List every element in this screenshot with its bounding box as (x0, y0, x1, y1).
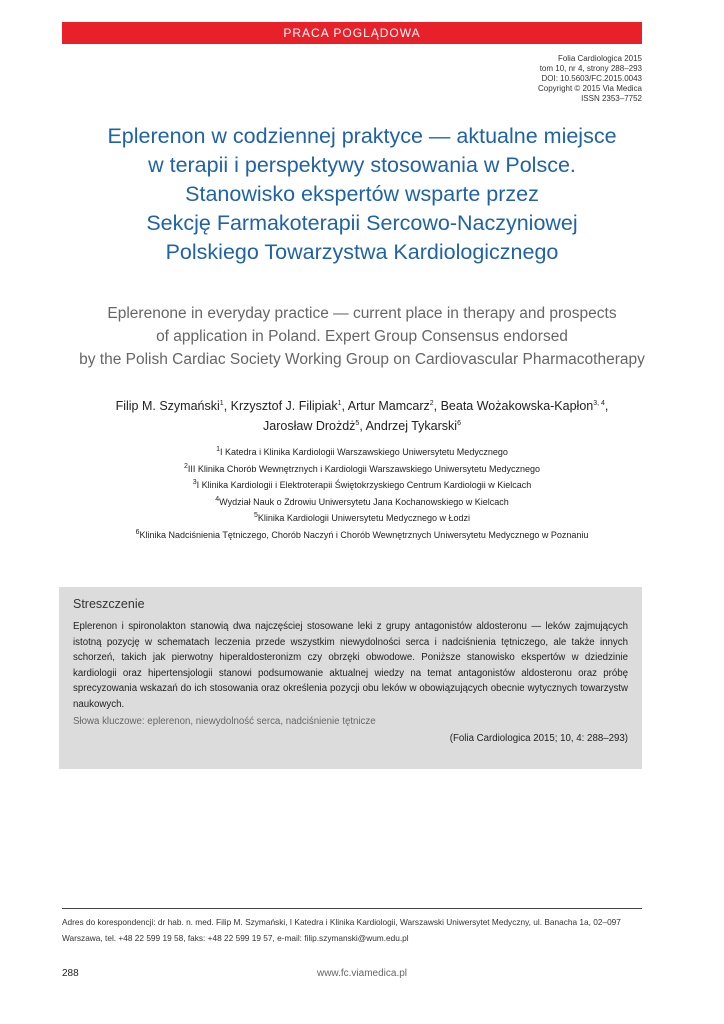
affiliation-sup: 5 (253, 512, 258, 519)
affiliation-text: I Katedra i Klinika Kardiologii Warszawskiego Uniwersytetu Medycznego (220, 447, 508, 457)
abstract-citation: (Folia Cardiologica 2015; 10, 4: 288–293) (449, 733, 628, 744)
author-affil-sup: 3, 4 (593, 399, 605, 407)
affiliation-sup: 1 (216, 446, 221, 453)
affiliation-text: Klinika Kardiologii Uniwersytetu Medycznego w Łodzi (257, 513, 470, 523)
journal-info-line: DOI: 10.5603/FC.2015.0043 (541, 74, 642, 83)
affiliation-text: Klinika Nadciśnienia Tętniczego, Chorób Naczyń i Chorób Wewnętrznych Uniwersytetu Medycznego w Poznaniu (139, 529, 589, 540)
affiliation-sup: 6 (135, 528, 140, 536)
author-affil-sup: 1 (219, 399, 224, 407)
author-affil-sup: 2 (429, 399, 434, 407)
journal-website: www.fc.viamedica.pl (316, 968, 408, 979)
journal-info-line: tom 10, nr 4, strony 288–293 (539, 64, 642, 73)
affiliation-sup: 3 (192, 479, 197, 486)
author-name: Filip M. Szymański (115, 399, 220, 413)
author-name: Jarosław Drożdż (263, 419, 356, 433)
journal-info-line: ISSN 2353–7752 (581, 94, 642, 103)
abstract-keywords: Słowa kluczowe: eplerenon, niewydolność serca, nadciśnienie tętnicze (73, 716, 376, 727)
journal-info-line: Folia Cardiologica 2015 (557, 54, 642, 63)
title-english-line: of application in Poland. Expert Group Consensus endorsed (156, 328, 568, 345)
title-polish-line: w terapii i perspektywy stosowania w Polsce. (148, 153, 576, 177)
affiliation-sup: 4 (215, 495, 220, 503)
author-name: Beata Wożakowska-Kapłon (440, 399, 594, 413)
title-polish-line: Stanowisko ekspertów wsparte przez (185, 182, 539, 206)
title-polish-line: Eplerenon w codziennej praktyce — aktualne miejsce (107, 124, 617, 148)
affiliation-item (40, 510, 684, 527)
affiliation-item (40, 444, 684, 461)
author-affil-sup: 1 (337, 399, 342, 407)
affiliation-sup: 2 (183, 462, 188, 470)
affiliation-item (40, 494, 684, 511)
title-polish (60, 122, 664, 267)
article-type-banner (62, 22, 642, 44)
author-name: Andrzej Tykarski (365, 419, 458, 433)
footer-divider (62, 908, 642, 909)
author-affil-sup: 6 (457, 419, 461, 427)
title-polish-line: Polskiego Towarzystwa Kardiologicznego (165, 240, 559, 264)
affiliation-item (40, 477, 684, 494)
affiliation-text: Wydział Nauk o Zdrowiu Uniwersytetu Jana Kochanowskiego w Kielcach (219, 496, 509, 507)
journal-info (538, 54, 642, 104)
affiliation-list (40, 444, 684, 543)
author-affil-sup: 5 (355, 419, 360, 427)
journal-info-line: Copyright © 2015 Via Medica (537, 84, 642, 93)
title-english-line: by the Polish Cardiac Society Working Group on Cardiovascular Pharmacotherapy (79, 351, 645, 368)
author-list: Filip M. Szymański$^1$, Krzysztof J. Filipiak$^1$, Artur Mamcarz$^2$, Beata Wożakowska-Kapłon$^{3, 4}$, Jarosław Drożdż$^5$, Andrzej Tykarski$^6$ (115, 399, 609, 433)
abstract-box (59, 587, 642, 769)
affiliation-item (40, 527, 684, 544)
affiliation-item (40, 461, 684, 478)
abstract-heading: Streszczenie (73, 597, 145, 611)
title-english (40, 302, 684, 371)
author-name: Krzysztof J. Filipiak (230, 399, 338, 413)
title-polish-line: Sekcję Farmakoterapii Sercowo-Naczyniowej (146, 211, 578, 235)
correspondence-address: Adres do korespondencji: dr hab. n. med. Filip M. Szymański, I Katedra i Klinika Kardiologii, Warszawski Uniwersytet Medyczny, ul. Banacha 1a, 02–097 Warszawa, tel. +48 22 599 19 58, faks: +48 22 599 19 57, e-mail: filip.szymanski@wum.edu.pl (62, 917, 621, 943)
title-english-line: Eplerenone in everyday practice — current place in therapy and prospects (107, 305, 617, 322)
affiliation-text: III Klinika Chorób Wewnętrznych i Kardiologii Warszawskiego Uniwersytetu Medycznego (187, 463, 541, 474)
article-type-label: PRACA POGLĄDOWA (283, 26, 421, 40)
page-number: 288 (62, 968, 79, 979)
author-name: Artur Mamcarz (347, 399, 430, 413)
affiliation-text: I Klinika Kardiologii i Elektroterapii Świętokrzyskiego Centrum Kardiologii w Kielcach (196, 480, 532, 490)
abstract-text: Eplerenon i spironolakton stanowią dwa najczęściej stosowane leki z grupy antagonistów aldosteronu — leków zajmujących istotną pozycję w schematach leczenia przede wszystkim niewydolności serca i nadciśnienia tętniczego, ale także innych schorzeń, takich jak pierwotny hiperaldosteronizm czy obrzęki obwodowe. Poniższe stanowisko ekspertów w dziedzinie kardiologii oraz hipertensjologii stanowi podsumowanie aktualnej wiedzy na temat antagonistów aldosteronu oraz próbę sprecyzowania wskazań do ich stosowania oraz określenia pozycji obu leków w obowiązujących obecnie wytycznych towarzystw naukowych. (73, 621, 628, 710)
